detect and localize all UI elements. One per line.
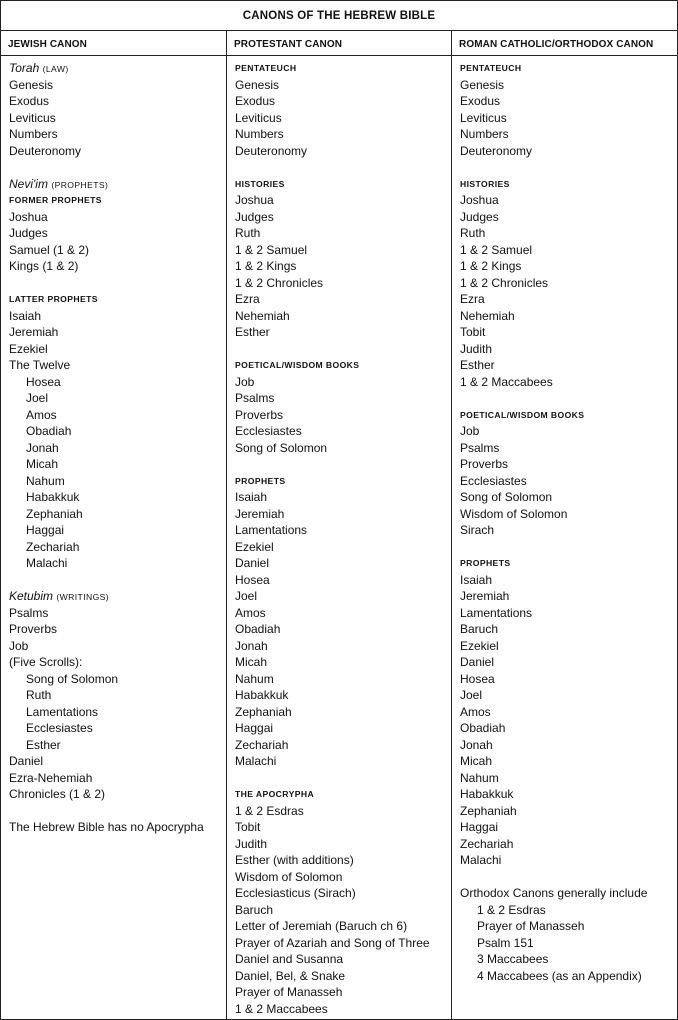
subheading-prophets: PROPHETS <box>235 475 286 486</box>
book-list-item: Job <box>9 638 29 653</box>
book-list-item: Nehemiah <box>235 308 290 323</box>
book-list-item: Daniel, Bel, & Snake <box>235 968 346 983</box>
book-list-item: Kings (1 & 2) <box>9 259 79 273</box>
book-list-item: Proverbs <box>9 622 58 636</box>
book-list-item: Ruth <box>26 688 52 702</box>
book-list-item: 1 & 2 Samuel <box>460 242 533 257</box>
book-list-item: Exodus <box>460 94 501 108</box>
book-list-item: Prayer of Azariah and Song of Three <box>235 935 430 950</box>
subheading-pentateuch: PENTATEUCH <box>460 63 522 73</box>
subheading-pentateuch: PENTATEUCH <box>235 63 297 73</box>
book-list-item: Ezekiel <box>235 539 274 554</box>
book-list-item: Joshua <box>235 193 274 207</box>
book-list-item: Jonah <box>460 737 493 752</box>
book-list-item: Ezra <box>235 292 260 306</box>
book-list <box>9 671 226 754</box>
book-list-item: Joel <box>26 391 49 405</box>
book-list <box>460 192 677 390</box>
book-list-item: 1 & 2 Samuel <box>235 242 308 257</box>
catholic-orthodox-canon-column <box>452 60 677 984</box>
book-list-item: Daniel <box>9 754 44 768</box>
protestant-canon-column <box>227 60 451 1017</box>
book-list-item: Esther <box>26 737 61 752</box>
book-list-item: Amos <box>460 704 491 719</box>
book-list-item: Chronicles (1 & 2) <box>9 787 106 801</box>
book-list <box>235 489 451 770</box>
book-list-item: Daniel and Susanna <box>235 952 344 966</box>
book-list-item: Micah <box>460 754 493 768</box>
subheading-poetical-wisdom: POETICAL/WISDOM BOOKS <box>235 360 360 370</box>
book-list-item: Esther <box>460 358 495 372</box>
book-list-item: 4 Maccabees (as an Appendix) <box>477 968 642 983</box>
book-list-item: Judith <box>235 836 268 851</box>
book-list-item: Ecclesiastes <box>460 473 527 488</box>
book-list-item: Isaiah <box>9 308 42 323</box>
book-list-item: Lamentations <box>26 704 99 719</box>
book-list-item: Tobit <box>460 325 486 339</box>
book-list-item: Letter of Jeremiah (Baruch ch 6) <box>235 919 408 933</box>
book-list-item: Jeremiah <box>235 506 285 521</box>
book-list <box>9 753 226 803</box>
book-list <box>235 192 451 341</box>
book-list-item: Lamentations <box>460 605 533 620</box>
book-list-item: Prayer of Manasseh <box>235 985 343 999</box>
book-list-item: Judges <box>9 226 48 240</box>
book-list-item: Prayer of Manasseh <box>477 919 585 933</box>
book-list <box>9 209 226 275</box>
book-list-item: Proverbs <box>460 457 509 471</box>
book-list-item: Zechariah <box>460 836 514 851</box>
subheading-histories: HISTORIES <box>460 178 510 189</box>
book-list-item: Proverbs <box>235 407 284 422</box>
book-list-item: 1 & 2 Kings <box>235 259 297 273</box>
book-list-item: Genesis <box>9 77 54 92</box>
book-list-item: 1 & 2 Esdras <box>477 902 546 917</box>
book-list-item: Micah <box>235 655 268 669</box>
book-list-item: Deuteronomy <box>460 143 533 158</box>
section-heading-neviim: Nevi'im (PROPHETS) <box>9 176 109 191</box>
book-list-item: Obadiah <box>460 721 506 735</box>
table-title: CANONS OF THE HEBREW BIBLE <box>1 1 677 31</box>
book-list-item: Song of Solomon <box>235 440 328 455</box>
book-list-item: Zephaniah <box>26 506 83 521</box>
book-list-item: Lamentations <box>235 523 308 537</box>
book-list <box>9 374 226 572</box>
subheading-former-prophets: FORMER PROPHETS <box>9 195 102 205</box>
book-list-item: Nehemiah <box>460 308 515 323</box>
book-list-item: Leviticus <box>235 110 282 125</box>
book-list-item: Ezra-Nehemiah <box>9 770 93 785</box>
book-list-item: Malachi <box>26 556 68 570</box>
book-list-item: Ezekiel <box>460 638 499 653</box>
book-list-item: Obadiah <box>26 424 72 438</box>
book-list-item: Genesis <box>460 77 505 92</box>
subheading-latter-prophets: LATTER PROPHETS <box>9 294 98 304</box>
book-list-item: Obadiah <box>235 622 281 636</box>
book-list-item: Job <box>460 424 480 438</box>
book-list-item: Leviticus <box>460 110 507 125</box>
book-list-item: 1 & 2 Chronicles <box>460 275 549 290</box>
header-catholic-orthodox-canon: ROMAN CATHOLIC/ORTHODOX CANON <box>459 39 654 50</box>
book-list-item: 1 & 2 Maccabees <box>235 1001 328 1016</box>
book-list-item: Malachi <box>460 853 502 867</box>
section-heading-torah: Torah (LAW) <box>9 61 69 75</box>
book-list-item: Esther <box>235 325 270 339</box>
book-list-item: Esther (with additions) <box>235 853 354 867</box>
book-list-item: Exodus <box>9 94 50 108</box>
book-list-item: Song of Solomon <box>460 490 553 504</box>
book-list-item: Job <box>235 374 255 389</box>
book-list-item: Tobit <box>235 820 261 834</box>
book-list-item: Genesis <box>235 77 280 92</box>
book-list-item: Joshua <box>460 193 499 207</box>
book-list-item: Numbers <box>235 127 284 141</box>
book-list-item: Numbers <box>9 127 58 141</box>
book-list-item: Ecclesiasticus (Sirach) <box>235 886 356 900</box>
book-list-item: Amos <box>235 605 266 620</box>
book-list-item: Song of Solomon <box>26 671 119 686</box>
book-list-item: Jeremiah <box>460 589 510 603</box>
book-list-item: 1 & 2 Chronicles <box>235 275 324 290</box>
book-list-item: (Five Scrolls): <box>9 655 83 669</box>
book-list-item: 1 & 2 Maccabees <box>460 374 553 389</box>
book-list-item: Zechariah <box>26 539 80 554</box>
header-row <box>1 31 677 56</box>
book-list-item: Haggai <box>460 820 499 834</box>
book-list-item: Zechariah <box>235 737 289 752</box>
book-list-item: Daniel <box>235 556 270 570</box>
book-list-item: Zephaniah <box>460 803 517 818</box>
book-list-item: Numbers <box>460 127 509 141</box>
book-list-item: 1 & 2 Esdras <box>235 803 304 818</box>
book-list-item: Zephaniah <box>235 704 292 719</box>
book-list-item: Jeremiah <box>9 325 59 339</box>
book-list-item: Habakkuk <box>460 787 514 801</box>
book-list-item: Judges <box>460 209 499 224</box>
book-list-item: Psalms <box>235 391 275 405</box>
book-list-item: Malachi <box>235 754 277 768</box>
book-list-item: Ezra <box>460 292 485 306</box>
book-list-item: Joel <box>460 688 483 702</box>
book-list-item: Psalms <box>9 605 49 620</box>
book-list-item: Hosea <box>26 374 61 389</box>
book-list-item: Samuel (1 & 2) <box>9 242 90 257</box>
book-list <box>460 902 677 985</box>
book-list-item: Wisdom of Solomon <box>235 869 343 884</box>
book-list-item: Habakkuk <box>235 688 289 702</box>
book-list-item: Haggai <box>26 523 65 537</box>
book-list-item: Baruch <box>460 622 499 636</box>
subheading-apocrypha: THE APOCRYPHA <box>235 789 315 799</box>
book-list-item: Sirach <box>460 523 495 537</box>
book-list-item: Nahum <box>235 671 274 686</box>
book-list-item: Haggai <box>235 721 274 735</box>
section-heading-ketubim: Ketubim (WRITINGS) <box>9 589 110 603</box>
orthodox-canons-note: Orthodox Canons generally include <box>460 886 648 900</box>
book-list-item: Wisdom of Solomon <box>460 506 568 521</box>
book-list-item: Ruth <box>235 226 261 240</box>
book-list-item: Judith <box>460 341 493 356</box>
book-list-item: Ecclesiastes <box>235 424 302 438</box>
book-list-item: Daniel <box>460 655 495 669</box>
jewish-canon-column <box>1 60 226 836</box>
book-list <box>235 374 451 457</box>
book-list-item: Deuteronomy <box>9 143 82 158</box>
book-list-item: Hosea <box>460 671 495 686</box>
book-list <box>9 605 226 671</box>
book-list-item: Joel <box>235 589 258 603</box>
book-list-item: Psalms <box>460 440 500 455</box>
apocrypha-note: The Hebrew Bible has no Apocrypha <box>9 820 204 834</box>
book-list-item: Nahum <box>460 770 499 785</box>
book-list-item: Amos <box>26 407 57 422</box>
book-list-item: Exodus <box>235 94 276 108</box>
book-list-item: Jonah <box>26 440 59 455</box>
subheading-prophets: PROPHETS <box>460 558 511 568</box>
book-list-item: Joshua <box>9 209 48 224</box>
header-protestant-canon: PROTESTANT CANON <box>234 39 343 50</box>
book-list-item: Deuteronomy <box>235 143 308 158</box>
book-list <box>9 77 226 160</box>
subheading-poetical-wisdom: POETICAL/WISDOM BOOKS <box>460 409 585 420</box>
book-list <box>460 423 677 539</box>
book-list-item: 1 & 2 Kings <box>460 259 522 273</box>
book-list-item: Isaiah <box>235 490 268 504</box>
book-list-item: Ezekiel <box>9 341 48 356</box>
header-jewish-canon: JEWISH CANON <box>8 39 87 50</box>
book-list-item: Nahum <box>26 473 65 488</box>
book-list-item: Ecclesiastes <box>26 721 93 735</box>
book-list-item: Ruth <box>460 226 486 240</box>
book-list <box>235 803 451 1018</box>
book-list-item: Baruch <box>235 902 274 917</box>
book-list <box>460 77 677 160</box>
book-list-item: The Twelve <box>9 358 71 372</box>
book-list <box>9 308 226 374</box>
subheading-histories: HISTORIES <box>235 178 285 189</box>
book-list-item: Judges <box>235 209 274 224</box>
book-list-item: Leviticus <box>9 110 56 125</box>
book-list-item: 3 Maccabees <box>477 952 549 966</box>
book-list-item: Hosea <box>235 572 270 587</box>
book-list-item: Isaiah <box>460 572 493 587</box>
book-list <box>235 77 451 160</box>
book-list-item: Micah <box>26 457 59 471</box>
book-list-item: Habakkuk <box>26 490 80 504</box>
book-list-item: Psalm 151 <box>477 935 534 950</box>
book-list-item: Jonah <box>235 638 268 653</box>
book-list <box>460 572 677 869</box>
